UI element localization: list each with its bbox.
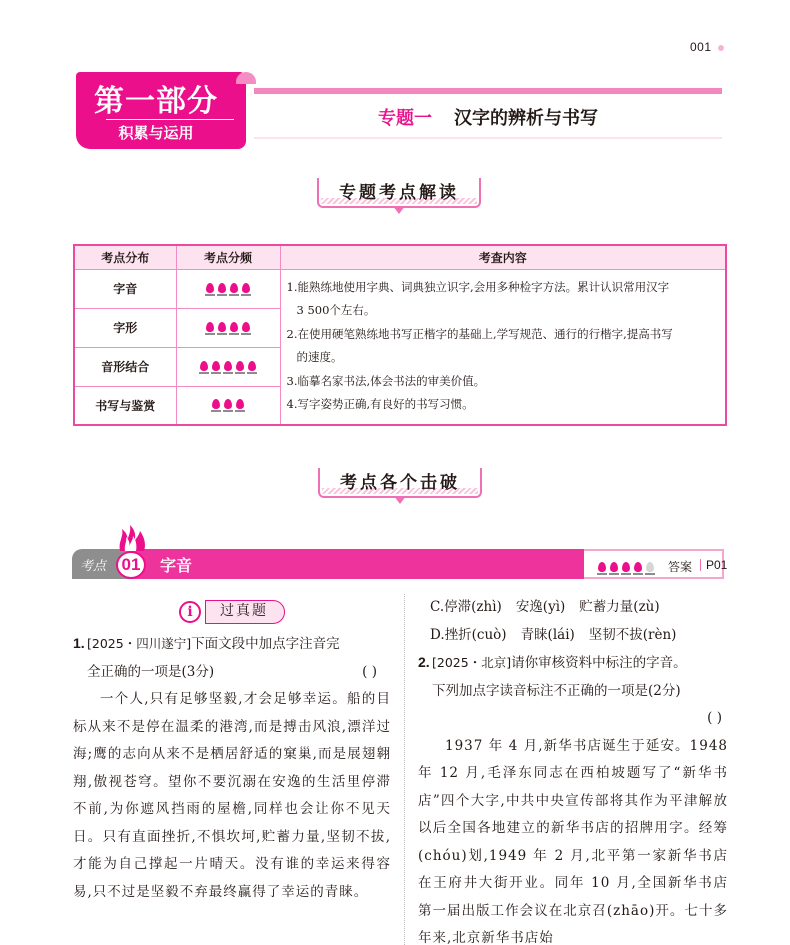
flame-empty-icon bbox=[645, 562, 655, 575]
question-passage: 一个人,只有足够坚毅,才会足够幸运。船的目标从来不是停在温柔的港湾,而是搏击风浪,漂洋过海;鹰的志向从来不是栖居舒适的窠巢,而是展翅翱翔,傲视苍穹。望你不要沉溺在安逸的生活里停滞不前,为你遮风挡雨的屋檐,同样也会让你不见天日。只有直面挫折,不惧坎坷,贮蓄力量,坚韧不拔,才能为自己撑起一片晴天。没有谁的幸运来得容易,只不过是坚毅不弃最终赢得了幸运的青睐。 bbox=[73, 691, 391, 900]
category-cell: 字音 bbox=[74, 269, 176, 308]
table-row bbox=[74, 269, 726, 308]
topic-top-bar bbox=[254, 88, 722, 94]
flame-icon bbox=[205, 322, 215, 335]
section-banner-breakthrough bbox=[318, 468, 482, 508]
flame-icon bbox=[211, 361, 221, 374]
question-stem: 下面文段中加点字注音完 bbox=[191, 636, 340, 652]
table-header-row bbox=[74, 245, 726, 269]
header-content: 考查内容 bbox=[280, 245, 726, 269]
section-banner-interpretation bbox=[317, 178, 481, 218]
answer-blank[interactable]: ( ) bbox=[362, 663, 377, 680]
flame-icon bbox=[217, 283, 227, 296]
flame-icon bbox=[229, 283, 239, 296]
flame-icon bbox=[235, 361, 245, 374]
fire-icon bbox=[118, 525, 146, 551]
exam-point-title: 字音 bbox=[160, 556, 193, 575]
option-item: 坚韧不拔(rèn) bbox=[588, 626, 677, 643]
question-source: [2025・四川遂宁] bbox=[87, 636, 192, 651]
option-c[interactable] bbox=[418, 594, 728, 622]
page-curl-decoration bbox=[236, 72, 256, 84]
question-number: 1. bbox=[73, 635, 85, 651]
header-frequency: 考点分频 bbox=[176, 245, 280, 269]
exam-point-title-bar bbox=[132, 549, 584, 579]
left-column bbox=[73, 596, 391, 906]
frequency-rating bbox=[596, 558, 656, 577]
content-line: 2.在使用硬笔熟练地书写正楷字的基础上,学写规范、通行的行楷字,提高书写 bbox=[286, 326, 673, 341]
frequency-cell bbox=[176, 347, 280, 386]
topic-number: 专题一 bbox=[378, 108, 432, 129]
page-number: 001 bbox=[690, 40, 724, 54]
category-cell: 字形 bbox=[74, 308, 176, 347]
part-divider bbox=[106, 119, 234, 120]
exam-point-table bbox=[73, 244, 727, 426]
flame-icon bbox=[621, 562, 631, 575]
section-label: 考点各个击破 bbox=[340, 473, 460, 493]
category-cell: 音形结合 bbox=[74, 347, 176, 386]
option-d[interactable] bbox=[418, 622, 728, 650]
answer-page-link[interactable]: P01 bbox=[706, 558, 728, 572]
topic-bottom-line bbox=[254, 137, 722, 139]
frequency-cell bbox=[176, 269, 280, 308]
flame-icon bbox=[205, 283, 215, 296]
flame-icon bbox=[199, 361, 209, 374]
flame-icon bbox=[633, 562, 643, 575]
topic-title: 汉字的辨析与书写 bbox=[454, 108, 598, 129]
part-title: 第一部分 bbox=[94, 84, 218, 119]
question-passage: 1937 年 4 月,新华书店诞生于延安。1948 年 12 月,毛泽东同志在西柏坡题写了“新华书店”四个大字,中共中央宣传部将其作为平津解放以后全国各地建立的新华书店的招牌用字。经筹(chóu)划,1949 年 2 月,北平第一家新华书店在王府井大街开业。同年 10 月,全国新华书店第一届出版工作会议在北京召(zhāo)开。七十多年来,北京新华书店始 bbox=[418, 737, 728, 945]
flame-icon bbox=[223, 361, 233, 374]
content-line: 1.能熟练地使用字典、词典独立识字,会用多种检字方法。累计认识常用汉字 bbox=[286, 279, 670, 294]
option-label: C. bbox=[430, 599, 445, 615]
right-column bbox=[418, 594, 728, 945]
flame-icon bbox=[609, 562, 619, 575]
option-item: 青睐(lái) bbox=[520, 626, 575, 643]
frequency-cell bbox=[176, 386, 280, 425]
option-label: D. bbox=[430, 626, 445, 643]
question-number: 2. bbox=[418, 654, 430, 670]
flame-icon bbox=[241, 322, 251, 335]
flame-icon bbox=[235, 399, 245, 412]
category-cell: 书写与鉴赏 bbox=[74, 386, 176, 425]
content-line: 4.写字姿势正确,有良好的书写习惯。 bbox=[286, 397, 474, 411]
content-cell bbox=[280, 269, 726, 425]
question-stem: 下列加点字读音标注不正确的一项是(2分) bbox=[432, 682, 681, 699]
option-item: 停滞(zhì) bbox=[444, 599, 502, 615]
question-1 bbox=[73, 630, 391, 686]
question-source: [2025・北京] bbox=[432, 655, 512, 670]
exam-point-number: 01 bbox=[116, 551, 146, 579]
flame-icon bbox=[211, 399, 221, 412]
flame-icon bbox=[247, 361, 257, 374]
flame-icon bbox=[597, 562, 607, 575]
header-distribution: 考点分布 bbox=[74, 245, 176, 269]
topic-heading bbox=[254, 104, 722, 130]
divider bbox=[700, 559, 701, 571]
exam-point-header bbox=[72, 549, 728, 579]
past-exam-badge bbox=[73, 598, 391, 626]
section-label: 专题考点解读 bbox=[339, 183, 459, 203]
down-notch-icon bbox=[394, 496, 406, 504]
content-line: 3 500个左右。 bbox=[296, 303, 376, 317]
question-stem: 全正确的一项是(3分) bbox=[87, 663, 215, 680]
frequency-cell bbox=[176, 308, 280, 347]
content-line: 3.临摹名家书法,体会书法的审美价值。 bbox=[286, 373, 486, 388]
answer-blank[interactable]: ( ) bbox=[707, 710, 722, 726]
diamond-icon bbox=[718, 45, 724, 51]
column-divider bbox=[404, 594, 405, 945]
exam-point-meta bbox=[584, 549, 728, 579]
info-icon: i bbox=[179, 601, 201, 623]
option-item: 安逸(yì) bbox=[515, 599, 566, 615]
answer-label: 答案 bbox=[668, 560, 693, 574]
down-notch-icon bbox=[393, 206, 405, 214]
flame-icon bbox=[241, 283, 251, 296]
option-item: 挫折(cuò) bbox=[444, 626, 507, 643]
part-subtitle: 积累与运用 bbox=[118, 124, 194, 142]
question-2 bbox=[418, 649, 728, 733]
option-item: 贮蓄力量(zù) bbox=[579, 599, 660, 615]
flame-icon bbox=[223, 399, 233, 412]
question-stem: 请你审核资料中标注的字音。 bbox=[511, 655, 687, 671]
content-line: 的速度。 bbox=[296, 350, 343, 364]
past-exam-label: 过真题 bbox=[205, 600, 285, 624]
part-badge bbox=[76, 72, 246, 149]
flame-icon bbox=[229, 322, 239, 335]
flame-icon bbox=[217, 322, 227, 335]
exam-point-prefix-tab: 考点 bbox=[72, 549, 132, 579]
